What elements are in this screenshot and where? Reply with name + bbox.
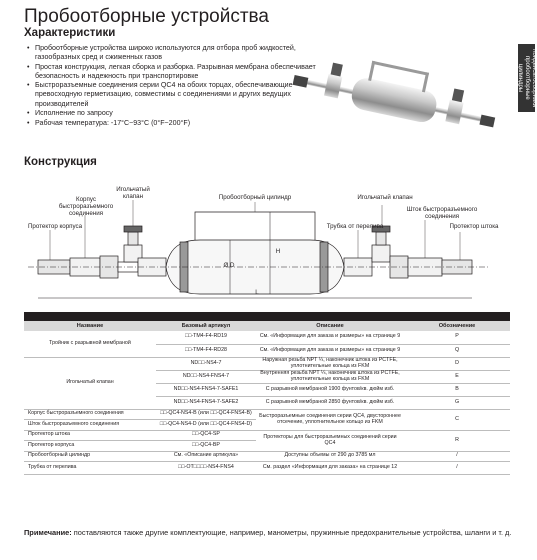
cell-code: B bbox=[404, 383, 510, 396]
col-article: Базовый артикул bbox=[156, 321, 256, 331]
table-row bbox=[24, 357, 510, 370]
cell-article: □□-OT□□□□-NS4-FNS4 bbox=[156, 462, 256, 475]
table-row bbox=[24, 331, 510, 344]
cell-name: Пробоотборный цилиндр bbox=[24, 451, 156, 462]
col-code: Обозначение bbox=[404, 321, 510, 331]
note-label: Примечание: bbox=[24, 528, 72, 537]
feature-item: • Исполнение по запросу bbox=[27, 109, 317, 118]
label-stem-protector: Протектор штока bbox=[449, 223, 499, 230]
cell-code: G bbox=[404, 396, 510, 409]
cell-article: □□-TM4-F4-RD28 bbox=[156, 344, 256, 357]
features-list bbox=[27, 44, 317, 128]
features-heading: Характеристики bbox=[24, 27, 116, 39]
feature-item: • Быстроразъемные соединения серии QC4 на обоих торцах, обеспечивающие превосходную герметизацию, совместимы с соединениями и других ведущих производителей bbox=[27, 81, 317, 108]
cell-name: Протектор корпуса bbox=[24, 441, 156, 452]
cell-desc: Быстроразъемные соединения серии QC4, двустороннее отсечение, уплотнительное кольцо из FKM bbox=[256, 409, 404, 430]
label-dim-l: L bbox=[255, 289, 259, 296]
cell-name: Корпус быстроразъемного соединения bbox=[24, 409, 156, 420]
label-overflow-tube: Трубка от перелива bbox=[326, 223, 384, 230]
cell-article: ND□□-NS4-7 bbox=[156, 357, 256, 370]
col-name: Название bbox=[24, 321, 156, 331]
table-top-bar bbox=[24, 312, 510, 321]
cell-article: ND□□-NS4-FNS4-7-SAFE2 bbox=[156, 396, 256, 409]
cell-code: Q bbox=[404, 344, 510, 357]
feature-item: • Пробоотборные устройства широко используются для отбора проб жидкостей, газообразных сред и сжиженных газов bbox=[27, 44, 317, 62]
cell-article: См. «Описание артикула» bbox=[156, 451, 256, 462]
table-row bbox=[24, 409, 510, 420]
label-body-protector: Протектор корпуса bbox=[27, 223, 83, 230]
cell-desc: Доступны объемы от 290 до 3785 мл bbox=[256, 451, 404, 462]
cell-name: Шток быстроразъемного соединения bbox=[24, 420, 156, 431]
cell-desc: Наружная резьба NPT ¼, наконечник штока из PCTFE, уплотнительные кольца из FKM bbox=[256, 357, 404, 370]
cell-name: Протектор штока bbox=[24, 430, 156, 441]
cell-desc: См. «Информация для заказа и размеры» на странице 9 bbox=[256, 331, 404, 344]
construction-drawing bbox=[20, 170, 520, 310]
table-row bbox=[24, 430, 510, 441]
cell-name: Трубка от перелива bbox=[24, 462, 156, 475]
cell-article: □□-QC4-SP bbox=[156, 430, 256, 441]
table-header-row bbox=[24, 321, 510, 331]
cell-name: Игольчатый клапан bbox=[24, 357, 156, 409]
components-table bbox=[24, 312, 510, 475]
cell-desc: Протекторы для быстроразъемных соединений серии QC4 bbox=[256, 430, 404, 451]
label-qc-body: Корпус быстроразъемного соединения bbox=[58, 196, 114, 217]
cell-article: □□-TM4-F4-RD19 bbox=[156, 331, 256, 344]
cell-article: □□-QC4-NS4-D (или □□-QC4-FNS4-D) bbox=[156, 420, 256, 431]
feature-item: • Рабочая температура: -17°C~93°C (0°F~200°F) bbox=[27, 119, 317, 128]
cell-name: Тройник с разрывной мембраной bbox=[24, 331, 156, 357]
section-side-tab: Конденсатосборники пробоотборные цилиндры bbox=[518, 44, 535, 112]
cell-desc: С разрывной мембраной 1900 фунтов/кв. дюйм изб. bbox=[256, 383, 404, 396]
construction-heading: Конструкция bbox=[24, 156, 97, 168]
page-title: Пробоотборные устройства bbox=[24, 6, 269, 27]
cell-article: □□-QC4-NS4-B (или □□-QC4-FNS4-B) bbox=[156, 409, 256, 420]
cell-code: R bbox=[404, 430, 510, 451]
footnote bbox=[24, 528, 514, 537]
cell-code: C bbox=[404, 409, 510, 430]
cell-desc: Внутренняя резьба NPT ¼, наконечник штока из PCTFE, уплотнительные кольца из FKM bbox=[256, 370, 404, 383]
cell-code: P bbox=[404, 331, 510, 344]
cell-code: E bbox=[404, 370, 510, 383]
cell-code: D bbox=[404, 357, 510, 370]
feature-item: • Простая конструкция, легкая сборка и разборка. Разрывная мембрана обеспечивает безопасность и надежность при транспортировке bbox=[27, 63, 317, 81]
label-qc-stem: Шток быстроразъемного соединения bbox=[406, 206, 478, 220]
product-photo bbox=[286, 58, 501, 148]
cell-desc: См. «Информация для заказа и размеры» на странице 9 bbox=[256, 344, 404, 357]
label-needle-valve-left: Игольчатый клапан bbox=[116, 186, 150, 200]
construction-diagram bbox=[20, 170, 520, 310]
label-needle-valve-right: Игольчатый клапан bbox=[357, 194, 413, 201]
label-dim-d: Ø D bbox=[223, 262, 235, 269]
cell-article: ND□□-NS4-FNS4-7 bbox=[156, 370, 256, 383]
cell-article: □□-QC4-BP bbox=[156, 441, 256, 452]
note-text: поставляются также другие комплектующие, например, манометры, пружинные предохранительные устройства, шланги и т. д. bbox=[71, 528, 512, 537]
cell-code: / bbox=[404, 462, 510, 475]
label-cylinder: Пробоотборный цилиндр bbox=[218, 194, 292, 201]
label-dim-h: H bbox=[275, 248, 281, 255]
cell-article: ND□□-NS4-FNS4-7-SAFE1 bbox=[156, 383, 256, 396]
table-row bbox=[24, 451, 510, 462]
cell-desc: С разрывной мембраной 2850 фунтов/кв. дюйм изб. bbox=[256, 396, 404, 409]
cell-desc: См. раздел «Информация для заказа» на странице 12 bbox=[256, 462, 404, 475]
col-description: Описание bbox=[256, 321, 404, 331]
table-row bbox=[24, 462, 510, 475]
cell-code: / bbox=[404, 451, 510, 462]
